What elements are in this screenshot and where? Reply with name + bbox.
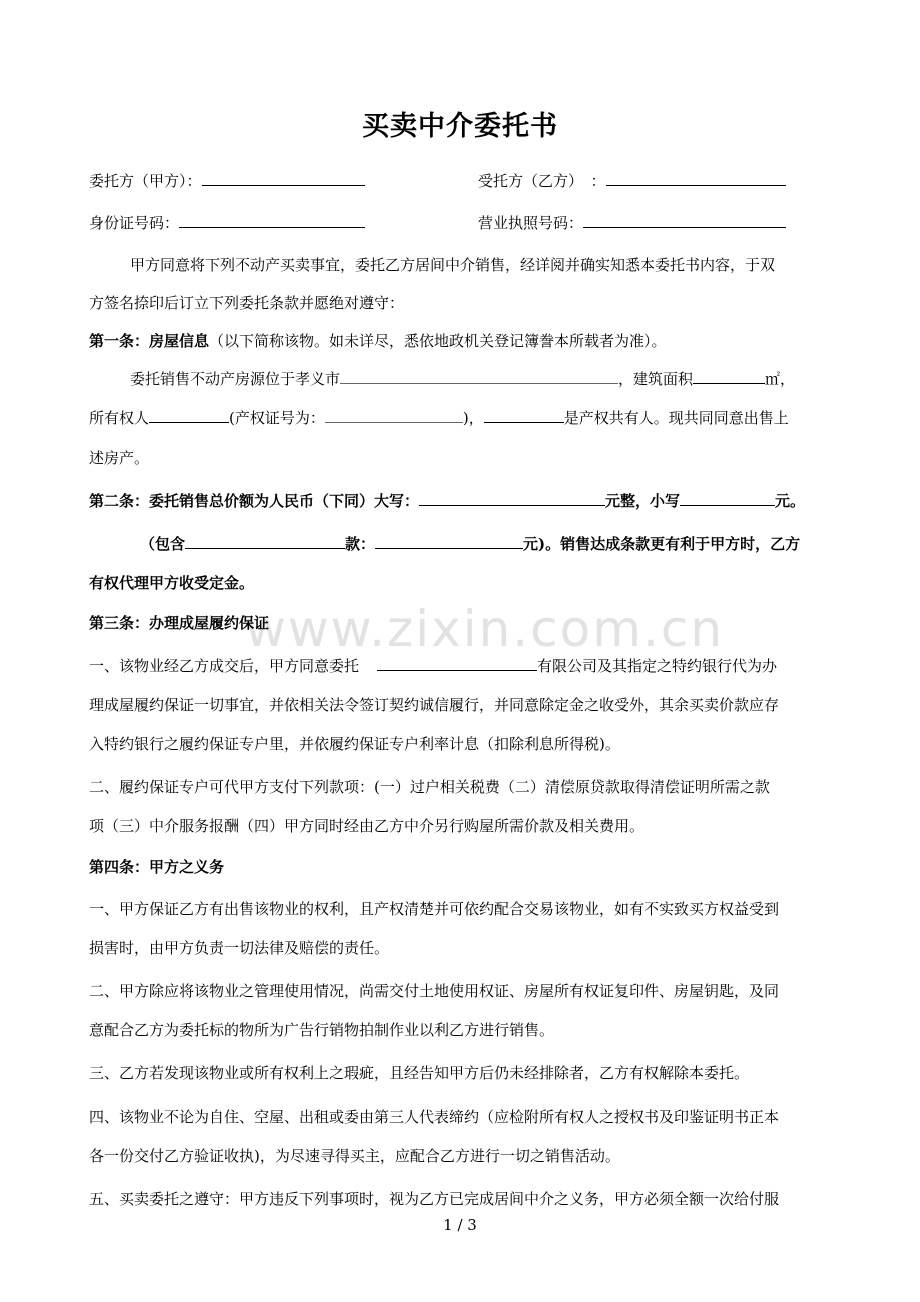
cert-blank <box>325 407 463 423</box>
license-label: 营业执照号码： <box>478 214 584 232</box>
article-4-p1-line-1: 一、甲方保证乙方有出售该物业的权利，且产权清楚并可依约配合交易该物业，如有不实致买方权益受到 <box>89 900 780 918</box>
coowner-text: 是产权共有人。现共同同意出售上 <box>563 409 789 427</box>
article-4-title: 第四条：甲方之义务 <box>89 858 225 876</box>
article-3-p1-line-1 <box>89 655 833 677</box>
article-4-p5: 五、买卖委托之遵守：甲方违反下列事项时，视为乙方已完成居间中介之义务，甲方必须全额一次给付服 <box>89 1190 780 1208</box>
coowner-blank <box>484 407 564 423</box>
owner-blank <box>149 407 229 423</box>
company-suffix: 有限公司及其指定之特约银行代为办 <box>537 657 778 675</box>
article-2-line-2 <box>140 533 884 555</box>
article-1-heading <box>89 330 833 352</box>
area-blank <box>693 368 765 384</box>
article-4-p2-line-2: 意配合乙方为委托标的物所为广告行销物拍制作业以利乙方进行销售。 <box>89 1021 555 1039</box>
article-4-p3: 三、乙方若发现该物业或所有权利上之瑕疵，且经告知甲方后仍未经排除者，乙方有权解除本委托。 <box>89 1064 750 1082</box>
price-small-label: 元整，小写 <box>605 492 681 510</box>
cert-close: )， <box>462 409 484 427</box>
article-3-p1-line-3: 入特约银行之履约保证专户里，并依履约保证专户利率计息（扣除利息所得税)。 <box>89 735 620 753</box>
location-label: 委托销售不动产房源位于孝义市 <box>130 370 341 388</box>
watermark: www.zixin.com.cn <box>245 600 725 658</box>
bank-intro: 一、该物业经乙方成交后，甲方同意委托 <box>89 657 360 675</box>
fund-label: 款： <box>345 535 376 553</box>
area-label: ，建筑面积 <box>618 370 694 388</box>
article-1-title: 第一条：房屋信息 <box>89 332 210 350</box>
include-label: （包含 <box>140 535 186 553</box>
area-unit: ㎡， <box>765 370 796 388</box>
page-number: 1 / 3 <box>443 1216 477 1234</box>
article-2-line-3: 有权代理甲方收受定金。 <box>89 574 255 592</box>
agent-blank <box>606 170 786 186</box>
owner-label: 所有权人 <box>89 409 150 427</box>
article-1-line-2 <box>89 407 833 429</box>
article-3-p2-line-1: 二、履约保证专户可代甲方支付下列款项：(一）过户相关税费（二）清偿原贷款取得清偿证明所需之款 <box>89 778 770 796</box>
id-label: 身份证号码： <box>89 214 180 232</box>
article-2-title: 第二条：委托销售总价额为人民币（下同）大写： <box>89 492 420 510</box>
license-blank <box>583 212 786 228</box>
article-1-line-1 <box>130 368 874 390</box>
price-small-blank <box>680 490 775 506</box>
fund-blank <box>375 533 523 549</box>
article-1-note: （以下简称该物。如未详尽，悉依地政机关登记簿誊本所载者为准）。 <box>209 332 667 350</box>
article-4-p2-line-1: 二、甲方除应将该物业之管理使用情况，尚需交付土地使用权证、房屋所有权证复印件、房屋钥匙，及同 <box>89 982 780 1000</box>
article-1-line-3: 述房产。 <box>89 449 150 467</box>
license-field <box>478 212 786 234</box>
agent-label: 受托方（乙方） ： <box>478 172 606 190</box>
deposit-text: 元)。销售达成条款更有利于甲方时，乙方 <box>523 535 801 553</box>
intro-line-1: 甲方同意将下列不动产买卖事宜，委托乙方居间中介销售，经详阅并确实知悉本委托书内容，于双 <box>130 256 776 274</box>
article-3-p1-line-2: 理成屋履约保证一切事宜，并依相关法令签订契约诚信履行，并同意除定金之收受外，其余买卖价款应存 <box>89 696 780 714</box>
intro-line-2: 方签名捺印后订立下列委托条款并愿绝对遵守： <box>89 294 405 312</box>
article-4-p1-line-2: 损害时，由甲方负责一切法律及赔偿的责任。 <box>89 939 390 957</box>
location-blank <box>340 368 618 384</box>
company-blank <box>377 655 537 671</box>
agent-field <box>478 170 786 192</box>
article-4-p4-line-2: 各一份交付乙方验证收执)，为尽速寻得买主，应配合乙方进行一切之销售活动。 <box>89 1147 620 1165</box>
id-blank <box>179 212 365 228</box>
cert-label: (产权证号为： <box>229 409 325 427</box>
price-unit: 元。 <box>775 492 806 510</box>
article-2-line-1 <box>89 490 833 512</box>
article-3-p2-line-2: 项（三）中介服务报酬（四）甲方同时经由乙方中介另行购屋所需价款及相关费用。 <box>89 817 645 835</box>
price-words-blank <box>419 490 605 506</box>
include-blank <box>185 533 345 549</box>
article-3-title: 第三条：办理成屋履约保证 <box>89 614 270 632</box>
client-label: 委托方（甲方）： <box>89 172 202 190</box>
article-4-p4-line-1: 四、该物业不论为自住、空屋、出租或委由第三人代表缔约（应检附所有权人之授权书及印鉴证明书正本 <box>89 1108 780 1126</box>
document-title: 买卖中介委托书 <box>362 111 558 142</box>
client-blank <box>202 170 365 186</box>
